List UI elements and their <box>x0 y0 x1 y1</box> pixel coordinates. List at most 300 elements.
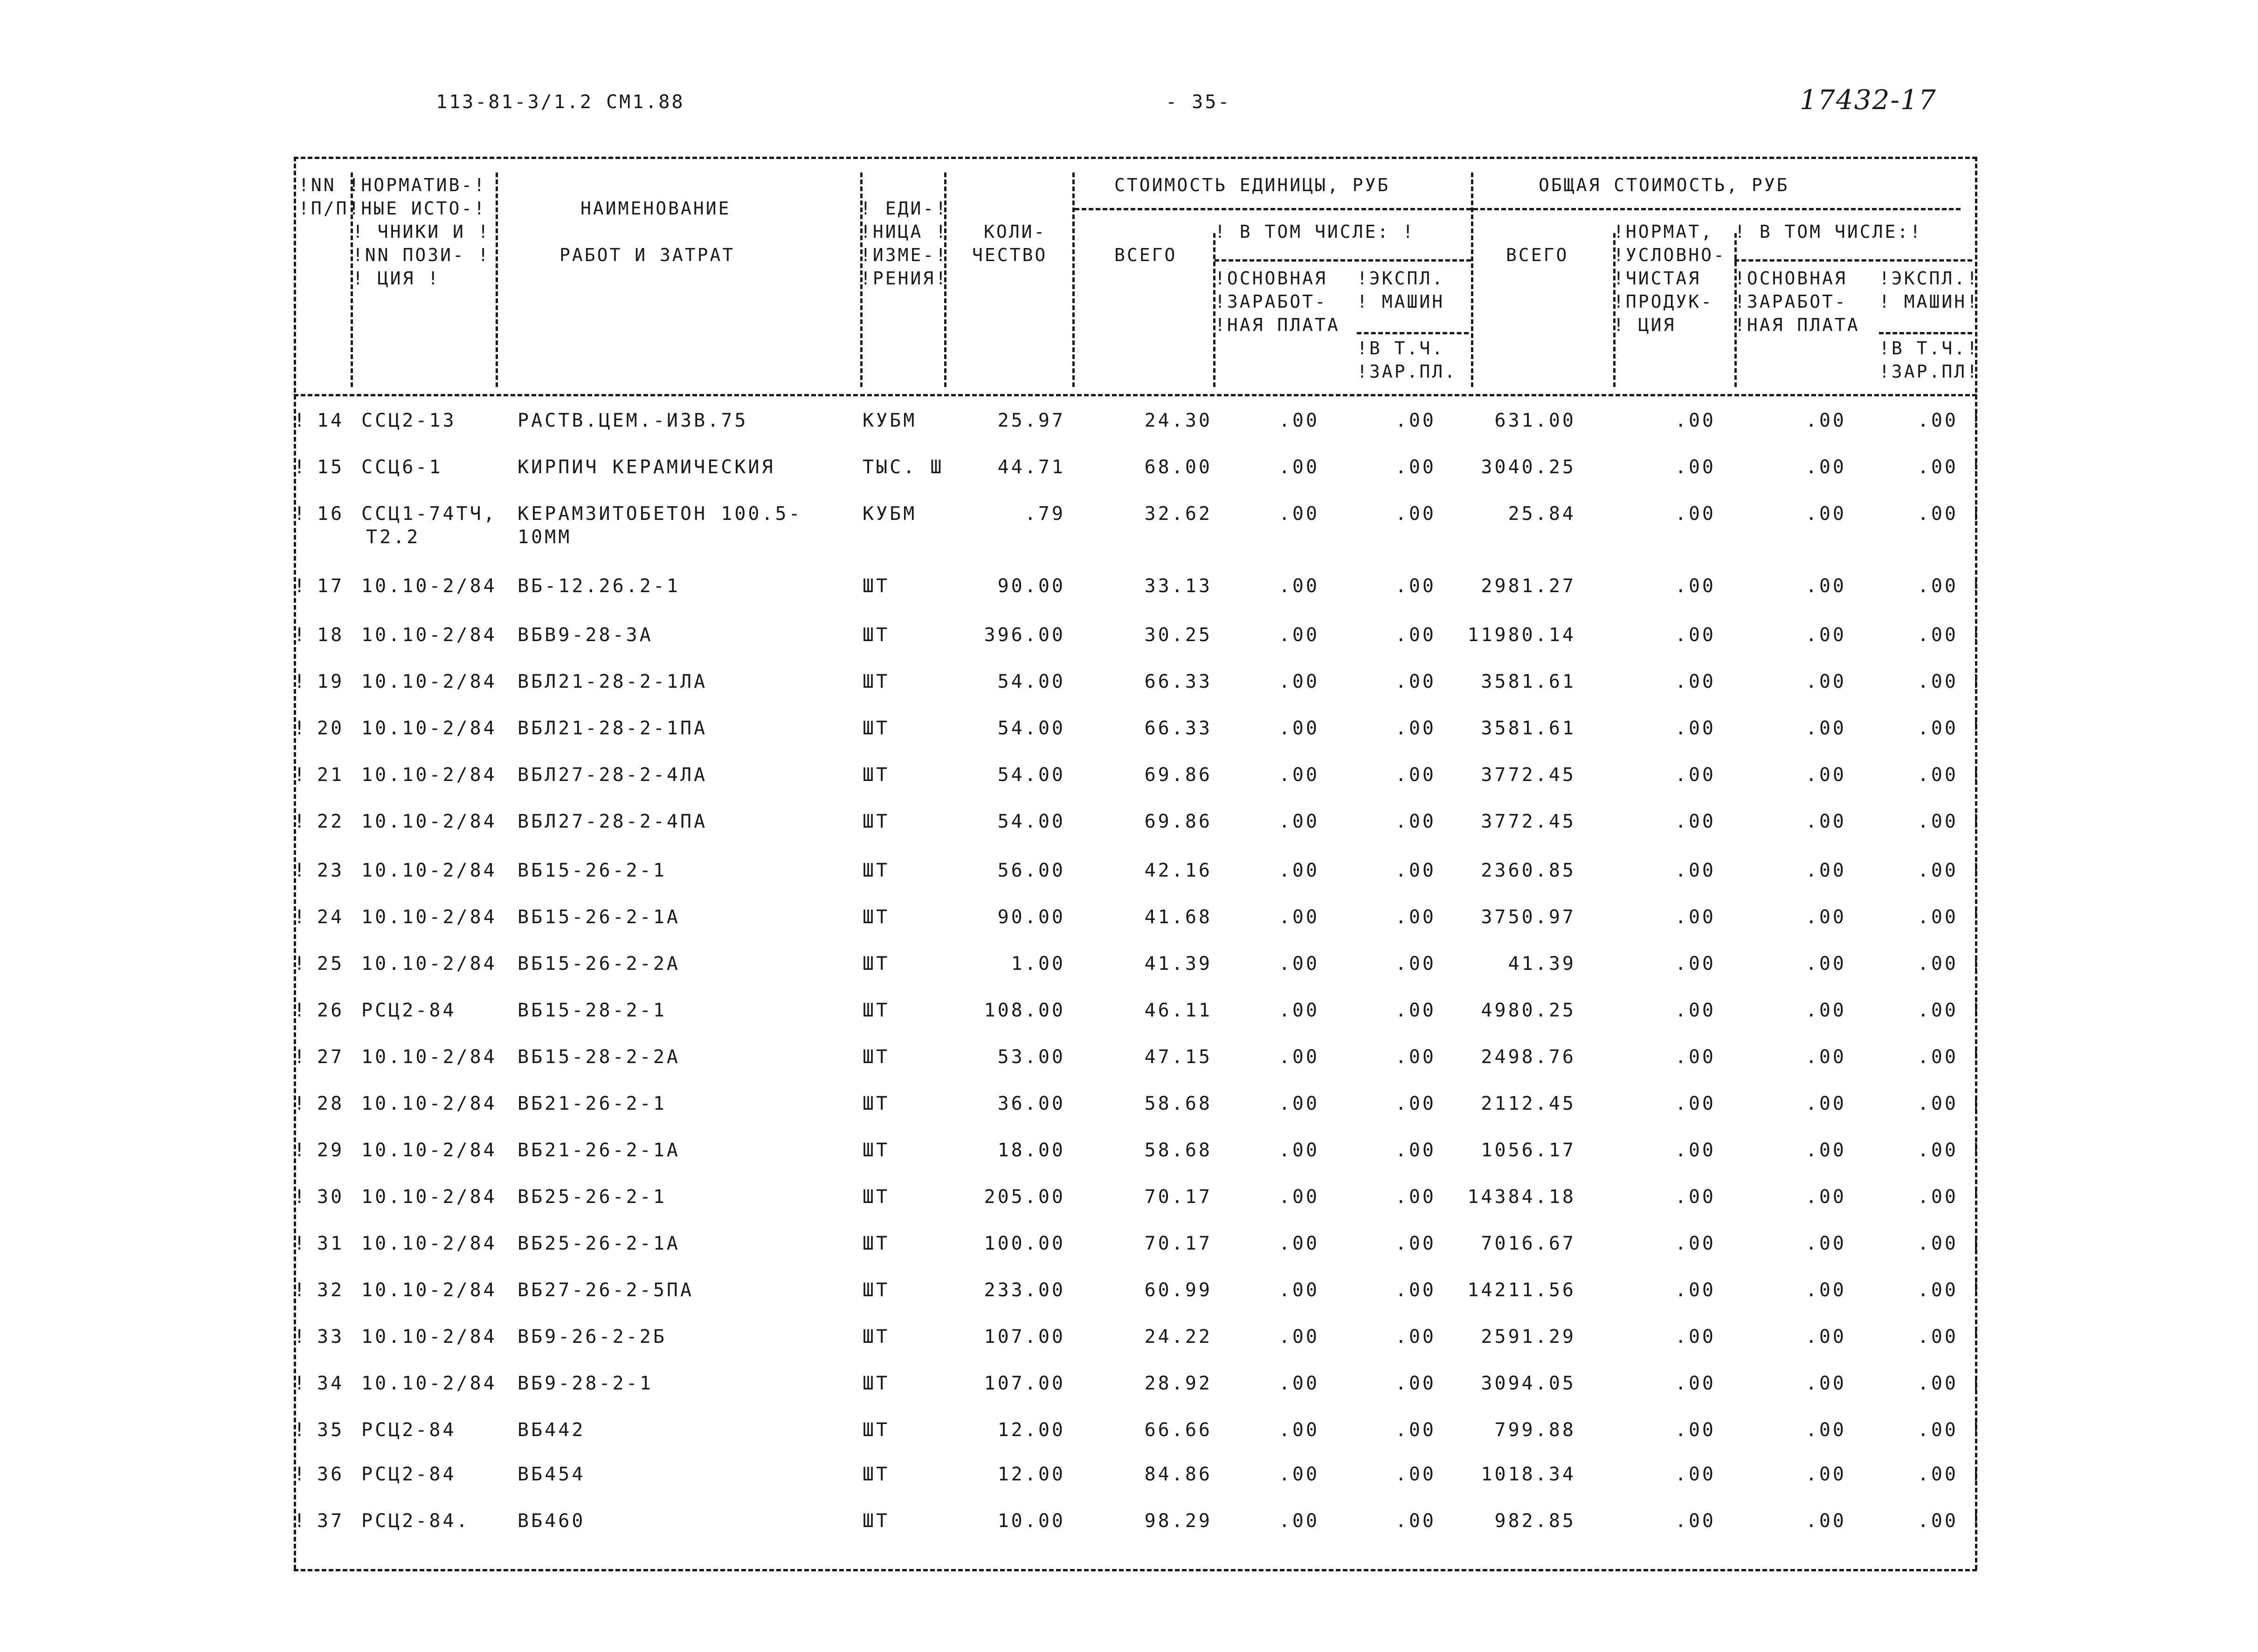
row-left-mark: ! <box>294 624 308 646</box>
row-right-mark: ! <box>1970 906 1984 928</box>
col-sep-2 <box>496 173 498 387</box>
row-unit-wage: .00 <box>1278 1279 1319 1301</box>
row-qty: 54.00 <box>997 718 1065 739</box>
sheet-code: 17432-17 <box>1800 84 1937 116</box>
row-unit: ШТ <box>863 1464 890 1485</box>
row-code: 10.10-2/84 <box>361 1233 497 1254</box>
row-total: 1018.34 <box>1481 1464 1576 1485</box>
header-incl-wage-1: !В Т.Ч. <box>1357 338 1445 359</box>
row-number: 23 <box>317 860 345 881</box>
row-unit-price: 42.16 <box>1144 860 1212 881</box>
row-total-wage: .00 <box>1805 1093 1846 1114</box>
row-unit: ШТ <box>863 811 890 832</box>
row-total: 14211.56 <box>1467 1279 1576 1301</box>
row-unit-mach: .00 <box>1395 1046 1436 1068</box>
row-left-mark: ! <box>294 410 308 431</box>
row-total-wage: .00 <box>1805 671 1846 692</box>
row-unit-mach: .00 <box>1395 953 1436 975</box>
row-code: 10.10-2/84 <box>361 1046 497 1068</box>
row-total-wage: .00 <box>1805 860 1846 881</box>
row-norm: .00 <box>1675 1510 1716 1532</box>
row-unit-price: 70.17 <box>1144 1186 1212 1208</box>
row-code: РСЦ2-84 <box>361 1464 456 1485</box>
col-sep-5 <box>1072 173 1075 387</box>
row-left-mark: ! <box>294 671 308 692</box>
row-total-mach: .00 <box>1917 1510 1958 1532</box>
row-unit: ТЫС. Ш <box>863 456 944 478</box>
header-source-4: !NN ПОЗИ- ! <box>352 245 490 265</box>
row-code: 10.10-2/84 <box>361 906 497 928</box>
row-right-mark: ! <box>1970 1093 1984 1114</box>
header-unit-4: !РЕНИЯ! <box>860 268 948 289</box>
row-total-wage: .00 <box>1805 764 1846 786</box>
row-left-mark: ! <box>294 1279 308 1301</box>
row-unit-mach: .00 <box>1395 1510 1436 1532</box>
row-code: РСЦ2-84. <box>361 1510 470 1532</box>
row-name: ВБ25-26-2-1А <box>518 1233 680 1254</box>
row-total-mach: .00 <box>1917 764 1958 786</box>
row-code: 10.10-2/84 <box>361 1140 497 1161</box>
row-number: 28 <box>317 1093 345 1114</box>
row-unit-price: 69.86 <box>1144 811 1212 832</box>
row-name: ВБ454 <box>518 1464 586 1485</box>
row-unit-wage: .00 <box>1278 1140 1319 1161</box>
row-left-mark: ! <box>294 811 308 832</box>
header-name-2: РАБОТ И ЗАТРАТ <box>559 245 735 265</box>
row-qty: 53.00 <box>997 1046 1065 1068</box>
row-norm: .00 <box>1675 1140 1716 1161</box>
row-unit-price: 66.33 <box>1144 671 1212 692</box>
row-left-mark: ! <box>294 1326 308 1348</box>
row-number: 33 <box>317 1326 345 1348</box>
row-unit-price: 60.99 <box>1144 1279 1212 1301</box>
row-total-wage: .00 <box>1805 1140 1846 1161</box>
row-unit-wage: .00 <box>1278 811 1319 832</box>
header-basic-1b: !ОСНОВНАЯ <box>1734 268 1847 289</box>
row-unit-price: 24.30 <box>1144 410 1212 431</box>
row-qty: 56.00 <box>997 860 1065 881</box>
row-unit-mach: .00 <box>1395 1326 1436 1348</box>
row-unit-price: 58.68 <box>1144 1140 1212 1161</box>
row-unit-wage: .00 <box>1278 1326 1319 1348</box>
row-unit: ШТ <box>863 575 890 597</box>
row-total-wage: .00 <box>1805 575 1846 597</box>
header-unit-total: ВСЕГО <box>1114 245 1177 265</box>
row-name: ВБ9-28-2-1 <box>518 1373 653 1394</box>
row-unit-price: 33.13 <box>1144 575 1212 597</box>
row-unit: ШТ <box>863 953 890 975</box>
row-unit: ШТ <box>863 1510 890 1532</box>
mach-subrule <box>1357 332 1469 334</box>
row-total-wage: .00 <box>1805 624 1846 646</box>
row-unit-mach: .00 <box>1395 1140 1436 1161</box>
row-total-wage: .00 <box>1805 953 1846 975</box>
header-expl-1: !ЭКСПЛ. <box>1357 268 1445 289</box>
row-qty: 90.00 <box>997 575 1065 597</box>
row-code: ССЦ1-74ТЧ, <box>361 503 497 525</box>
row-unit-wage: .00 <box>1278 953 1319 975</box>
row-left-mark: ! <box>294 906 308 928</box>
row-total-mach: .00 <box>1917 953 1958 975</box>
row-unit-mach: .00 <box>1395 1464 1436 1485</box>
row-unit-wage: .00 <box>1278 1419 1319 1441</box>
row-total-mach: .00 <box>1917 906 1958 928</box>
header-bottom-border <box>294 394 1977 396</box>
row-unit-wage: .00 <box>1278 410 1319 431</box>
row-unit-wage: .00 <box>1278 1186 1319 1208</box>
row-qty: 108.00 <box>984 1000 1065 1021</box>
row-name: ВБ21-26-2-1А <box>518 1140 680 1161</box>
row-name: ВБЛ27-28-2-4ПА <box>518 811 708 832</box>
row-code: ССЦ2-13 <box>361 410 456 431</box>
row-right-mark: ! <box>1970 1233 1984 1254</box>
header-norm-5: ! ЦИЯ <box>1613 315 1676 335</box>
row-qty: 36.00 <box>997 1093 1065 1114</box>
row-name: КЕРАМЗИТОБЕТОН 100.5- <box>518 503 802 525</box>
row-code: 10.10-2/84 <box>361 953 497 975</box>
row-code: 10.10-2/84 <box>361 1279 497 1301</box>
header-basic-2: !ЗАРАБОТ- <box>1215 291 1327 312</box>
row-name: ВБ442 <box>518 1419 586 1441</box>
header-incl-2: ! В ТОМ ЧИСЛЕ:! <box>1734 221 1923 242</box>
row-total-mach: .00 <box>1917 410 1958 431</box>
row-norm: .00 <box>1675 624 1716 646</box>
row-unit: ШТ <box>863 764 890 786</box>
row-unit-wage: .00 <box>1278 1046 1319 1068</box>
row-right-mark: ! <box>1970 1373 1984 1394</box>
row-right-mark: ! <box>1970 1279 1984 1301</box>
row-unit-mach: .00 <box>1395 811 1436 832</box>
row-name: ВБ-12.26.2-1 <box>518 575 680 597</box>
row-total-wage: .00 <box>1805 811 1846 832</box>
row-unit-mach: .00 <box>1395 718 1436 739</box>
row-norm: .00 <box>1675 1464 1716 1485</box>
row-unit-price: 70.17 <box>1144 1233 1212 1254</box>
row-number: 37 <box>317 1510 345 1532</box>
row-unit: ШТ <box>863 1419 890 1441</box>
header-unit-3: !ИЗМЕ-! <box>860 245 948 265</box>
row-unit-price: 46.11 <box>1144 1000 1212 1021</box>
row-total: 3772.45 <box>1481 764 1576 786</box>
row-unit-price: 84.86 <box>1144 1464 1212 1485</box>
row-norm: .00 <box>1675 811 1716 832</box>
header-total: ВСЕГО <box>1506 245 1569 265</box>
row-total-wage: .00 <box>1805 1373 1846 1394</box>
row-name: ВБЛ21-28-2-1ЛА <box>518 671 708 692</box>
row-total: 2981.27 <box>1481 575 1576 597</box>
row-unit-price: 69.86 <box>1144 764 1212 786</box>
row-total-wage: .00 <box>1805 1419 1846 1441</box>
row-unit: ШТ <box>863 671 890 692</box>
incl-subrule <box>1215 259 1471 262</box>
row-unit-wage: .00 <box>1278 1000 1319 1021</box>
row-unit-price: 41.39 <box>1144 953 1212 975</box>
row-number: 35 <box>317 1419 345 1441</box>
header-incl-wage-2b: !ЗАР.ПЛ! <box>1879 361 1980 382</box>
row-norm: .00 <box>1675 1093 1716 1114</box>
row-qty: 54.00 <box>997 671 1065 692</box>
row-qty: 107.00 <box>984 1326 1065 1348</box>
row-unit-wage: .00 <box>1278 1233 1319 1254</box>
row-unit: ШТ <box>863 1000 890 1021</box>
row-name: ВБ15-26-2-1 <box>518 860 667 881</box>
row-right-mark: ! <box>1970 1419 1984 1441</box>
row-total-mach: .00 <box>1917 1186 1958 1208</box>
row-unit-price: 41.68 <box>1144 906 1212 928</box>
row-total: 7016.67 <box>1481 1233 1576 1254</box>
row-unit-mach: .00 <box>1395 906 1436 928</box>
row-name: ВБ15-28-2-1 <box>518 1000 667 1021</box>
row-norm: .00 <box>1675 1233 1716 1254</box>
row-left-mark: ! <box>294 953 308 975</box>
row-right-mark: ! <box>1970 1464 1984 1485</box>
row-total: 3581.61 <box>1481 671 1576 692</box>
row-left-mark: ! <box>294 1140 308 1161</box>
row-code: 10.10-2/84 <box>361 671 497 692</box>
row-total-mach: .00 <box>1917 456 1958 478</box>
row-qty: 396.00 <box>984 624 1065 646</box>
row-total: 631.00 <box>1494 410 1576 431</box>
row-unit: ШТ <box>863 1186 890 1208</box>
row-total-mach: .00 <box>1917 1233 1958 1254</box>
row-left-mark: ! <box>294 764 308 786</box>
row-total-mach: .00 <box>1917 1373 1958 1394</box>
row-unit: КУБМ <box>863 503 917 525</box>
row-total-mach: .00 <box>1917 1140 1958 1161</box>
unit-cost-subrule <box>1075 208 1961 210</box>
row-left-mark: ! <box>294 575 308 597</box>
row-unit: ШТ <box>863 1279 890 1301</box>
row-name: ВБ15-26-2-2А <box>518 953 680 975</box>
col-sep-7 <box>1471 173 1473 387</box>
row-norm: .00 <box>1675 1046 1716 1068</box>
row-qty: 107.00 <box>984 1373 1065 1394</box>
row-norm: .00 <box>1675 575 1716 597</box>
row-name: КИРПИЧ КЕРАМИЧЕСКИЯ <box>518 456 775 478</box>
row-name: ВБ15-28-2-2А <box>518 1046 680 1068</box>
row-unit-price: 30.25 <box>1144 624 1212 646</box>
row-unit-mach: .00 <box>1395 503 1436 525</box>
row-unit-price: 32.62 <box>1144 503 1212 525</box>
row-code: 10.10-2/84 <box>361 860 497 881</box>
row-number: 16 <box>317 503 345 525</box>
row-norm: .00 <box>1675 456 1716 478</box>
row-unit-wage: .00 <box>1278 906 1319 928</box>
row-total: 3581.61 <box>1481 718 1576 739</box>
row-name: ВБ460 <box>518 1510 586 1532</box>
row-left-mark: ! <box>294 1093 308 1114</box>
row-left-mark: ! <box>294 1233 308 1254</box>
row-left-mark: ! <box>294 1373 308 1394</box>
row-total-mach: .00 <box>1917 575 1958 597</box>
row-norm: .00 <box>1675 1326 1716 1348</box>
row-right-mark: ! <box>1970 575 1984 597</box>
row-number: 21 <box>317 764 345 786</box>
row-qty: 1.00 <box>1011 953 1065 975</box>
row-total-wage: .00 <box>1805 1186 1846 1208</box>
row-left-mark: ! <box>294 1464 308 1485</box>
row-number: 25 <box>317 953 345 975</box>
header-unit-1: ! ЕДИ-! <box>860 198 948 219</box>
row-qty: 12.00 <box>997 1419 1065 1441</box>
row-unit-mach: .00 <box>1395 671 1436 692</box>
row-unit-mach: .00 <box>1395 1000 1436 1021</box>
row-qty: 54.00 <box>997 764 1065 786</box>
row-total: 41.39 <box>1508 953 1576 975</box>
row-code: 10.10-2/84 <box>361 811 497 832</box>
row-qty: .79 <box>1024 503 1065 525</box>
row-number: 34 <box>317 1373 345 1394</box>
header-source-3: ! ЧНИКИ И ! <box>352 221 490 242</box>
row-unit-price: 66.33 <box>1144 718 1212 739</box>
row-total: 4980.25 <box>1481 1000 1576 1021</box>
row-right-mark: ! <box>1970 860 1984 881</box>
row-name: ВБ15-26-2-1А <box>518 906 680 928</box>
row-total: 3040.25 <box>1481 456 1576 478</box>
row-total-wage: .00 <box>1805 906 1846 928</box>
row-total-mach: .00 <box>1917 671 1958 692</box>
row-unit: КУБМ <box>863 410 917 431</box>
row-total-wage: .00 <box>1805 1233 1846 1254</box>
row-total: 25.84 <box>1508 503 1576 525</box>
row-left-mark: ! <box>294 1046 308 1068</box>
row-total-mach: .00 <box>1917 1093 1958 1114</box>
row-number: 32 <box>317 1279 345 1301</box>
row-norm: .00 <box>1675 410 1716 431</box>
row-code: РСЦ2-84 <box>361 1000 456 1021</box>
row-unit: ШТ <box>863 718 890 739</box>
row-right-mark: ! <box>1970 410 1984 431</box>
row-qty: 12.00 <box>997 1464 1065 1485</box>
row-unit: ШТ <box>863 1326 890 1348</box>
header-expl-2: ! МАШИН <box>1357 291 1445 312</box>
row-code: 10.10-2/84 <box>361 1186 497 1208</box>
row-number: 19 <box>317 671 345 692</box>
row-number: 20 <box>317 718 345 739</box>
row-right-mark: ! <box>1970 671 1984 692</box>
row-unit-mach: .00 <box>1395 1093 1436 1114</box>
header-norm-4: !ПРОДУК- <box>1613 291 1714 312</box>
row-left-mark: ! <box>294 1186 308 1208</box>
row-total-mach: .00 <box>1917 624 1958 646</box>
row-unit: ШТ <box>863 1093 890 1114</box>
row-right-mark: ! <box>1970 811 1984 832</box>
row-code: 10.10-2/84 <box>361 718 497 739</box>
row-norm: .00 <box>1675 503 1716 525</box>
row-total: 3094.05 <box>1481 1373 1576 1394</box>
row-unit-price: 68.00 <box>1144 456 1212 478</box>
row-total-mach: .00 <box>1917 1326 1958 1348</box>
row-unit-price: 47.15 <box>1144 1046 1212 1068</box>
row-total-mach: .00 <box>1917 718 1958 739</box>
header-basic-1: !ОСНОВНАЯ <box>1215 268 1327 289</box>
row-unit-wage: .00 <box>1278 718 1319 739</box>
row-total: 1056.17 <box>1481 1140 1576 1161</box>
header-pp: !П/П!НЫЕ ИСТО-! <box>298 198 487 219</box>
row-unit: ШТ <box>863 860 890 881</box>
row-right-mark: ! <box>1970 624 1984 646</box>
row-left-mark: ! <box>294 718 308 739</box>
row-norm: .00 <box>1675 860 1716 881</box>
row-right-mark: ! <box>1970 1046 1984 1068</box>
row-norm: .00 <box>1675 718 1716 739</box>
row-total-mach: .00 <box>1917 1419 1958 1441</box>
row-norm: .00 <box>1675 671 1716 692</box>
row-unit: ШТ <box>863 1140 890 1161</box>
mach2-subrule <box>1879 332 1972 334</box>
row-total: 2360.85 <box>1481 860 1576 881</box>
row-unit-mach: .00 <box>1395 575 1436 597</box>
row-total-mach: .00 <box>1917 503 1958 525</box>
row-unit-mach: .00 <box>1395 624 1436 646</box>
row-number: 30 <box>317 1186 345 1208</box>
header-unit-cost-title: СТОИМОСТЬ ЕДИНИЦЫ, РУБ <box>1114 175 1390 195</box>
row-total: 3772.45 <box>1481 811 1576 832</box>
row-total: 2112.45 <box>1481 1093 1576 1114</box>
row-unit-wage: .00 <box>1278 1373 1319 1394</box>
row-unit: ШТ <box>863 906 890 928</box>
row-unit-mach: .00 <box>1395 1186 1436 1208</box>
row-total-wage: .00 <box>1805 1510 1846 1532</box>
header-name-1: НАИМЕНОВАНИЕ <box>580 198 731 219</box>
row-unit-mach: .00 <box>1395 410 1436 431</box>
row-total: 14384.18 <box>1467 1186 1576 1208</box>
table-bottom-border <box>294 1569 1977 1571</box>
row-right-mark: ! <box>1970 1140 1984 1161</box>
row-code: 10.10-2/84 <box>361 624 497 646</box>
row-total-mach: .00 <box>1917 811 1958 832</box>
row-left-mark: ! <box>294 503 308 525</box>
row-right-mark: ! <box>1970 1326 1984 1348</box>
header-basic-3b: !НАЯ ПЛАТА <box>1734 315 1860 335</box>
row-norm: .00 <box>1675 906 1716 928</box>
row-unit-wage: .00 <box>1278 1510 1319 1532</box>
header-source-5: ! ЦИЯ ! <box>352 268 441 289</box>
header-incl-wage-1b: !В Т.Ч.! <box>1879 338 1980 359</box>
table-top-border <box>294 157 1977 159</box>
row-total: 3750.97 <box>1481 906 1576 928</box>
row-qty: 54.00 <box>997 811 1065 832</box>
row-unit-wage: .00 <box>1278 503 1319 525</box>
row-unit-price: 28.92 <box>1144 1373 1212 1394</box>
row-total-wage: .00 <box>1805 1046 1846 1068</box>
row-norm: .00 <box>1675 953 1716 975</box>
row-left-mark: ! <box>294 1419 308 1441</box>
row-name: ВБ25-26-2-1 <box>518 1186 667 1208</box>
row-unit-wage: .00 <box>1278 671 1319 692</box>
row-unit-wage: .00 <box>1278 1464 1319 1485</box>
row-unit: ШТ <box>863 1046 890 1068</box>
row-unit-price: 58.68 <box>1144 1093 1212 1114</box>
row-total-wage: .00 <box>1805 1326 1846 1348</box>
row-right-mark: ! <box>1970 503 1984 525</box>
page-number: - 35- <box>1166 91 1231 113</box>
row-total-wage: .00 <box>1805 1000 1846 1021</box>
row-name: ВБ9-26-2-2Б <box>518 1326 667 1348</box>
row-total-mach: .00 <box>1917 1464 1958 1485</box>
row-number: 14 <box>317 410 345 431</box>
row-total-wage: .00 <box>1805 718 1846 739</box>
row-code: 10.10-2/84 <box>361 575 497 597</box>
row-name: ВБ21-26-2-1 <box>518 1093 667 1114</box>
row-total-wage: .00 <box>1805 1279 1846 1301</box>
row-number: 27 <box>317 1046 345 1068</box>
header-unit-2: !НИЦА ! <box>860 221 948 242</box>
row-qty: 10.00 <box>997 1510 1065 1532</box>
row-unit-mach: .00 <box>1395 456 1436 478</box>
row-total: 799.88 <box>1494 1419 1576 1441</box>
row-qty: 18.00 <box>997 1140 1065 1161</box>
